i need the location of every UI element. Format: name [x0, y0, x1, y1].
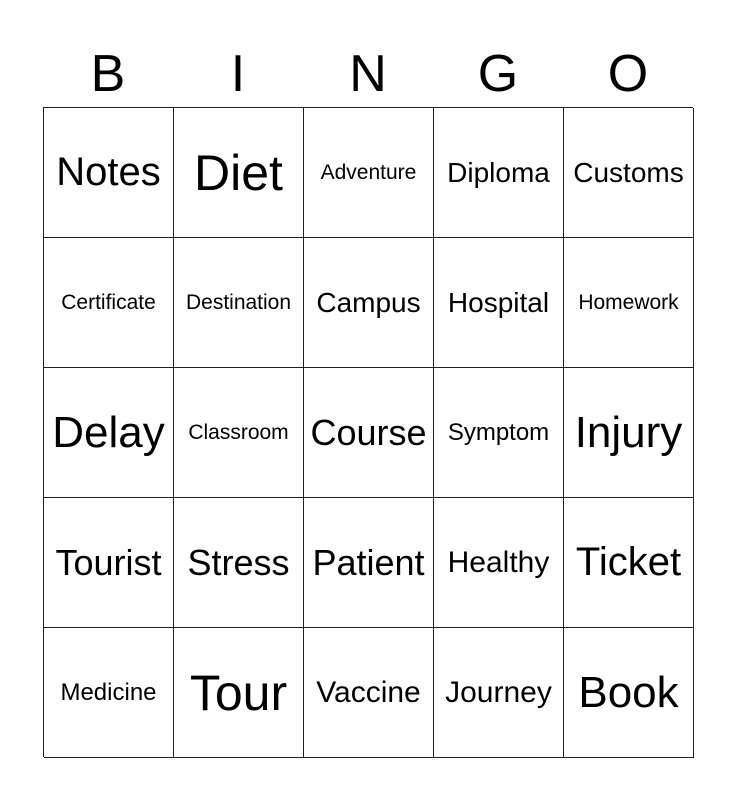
bingo-cell[interactable]: Certificate [44, 238, 174, 368]
bingo-cell[interactable]: Notes [44, 108, 174, 238]
bingo-cell[interactable]: Hospital [434, 238, 564, 368]
bingo-cell[interactable]: Book [564, 628, 694, 758]
bingo-board [43, 107, 693, 757]
bingo-cell[interactable]: Healthy [434, 498, 564, 628]
bingo-cell[interactable]: Stress [174, 498, 304, 628]
bingo-cell[interactable]: Homework [564, 238, 694, 368]
header-letter-o: O [607, 45, 649, 103]
header-letter-g: G [477, 45, 519, 103]
bingo-cell[interactable]: Tourist [44, 498, 174, 628]
bingo-cell[interactable]: Classroom [174, 368, 304, 498]
bingo-cell[interactable]: Tour [174, 628, 304, 758]
bingo-cell[interactable]: Medicine [44, 628, 174, 758]
bingo-cell[interactable]: Injury [564, 368, 694, 498]
bingo-cell[interactable]: Campus [304, 238, 434, 368]
header-letter-b: B [90, 45, 126, 103]
bingo-cell[interactable]: Symptom [434, 368, 564, 498]
bingo-cell[interactable]: Ticket [564, 498, 694, 628]
bingo-cell[interactable]: Delay [44, 368, 174, 498]
bingo-cell[interactable]: Diet [174, 108, 304, 238]
bingo-cell[interactable]: Vaccine [304, 628, 434, 758]
header-letter-i: I [230, 45, 246, 103]
bingo-cell[interactable]: Adventure [304, 108, 434, 238]
bingo-cell[interactable]: Destination [174, 238, 304, 368]
bingo-cell[interactable]: Course [304, 368, 434, 498]
header-letter-n: N [349, 45, 387, 103]
bingo-header [43, 40, 693, 108]
bingo-cell[interactable]: Diploma [434, 108, 564, 238]
bingo-cell[interactable]: Customs [564, 108, 694, 238]
bingo-cell[interactable]: Patient [304, 498, 434, 628]
bingo-cell[interactable]: Journey [434, 628, 564, 758]
